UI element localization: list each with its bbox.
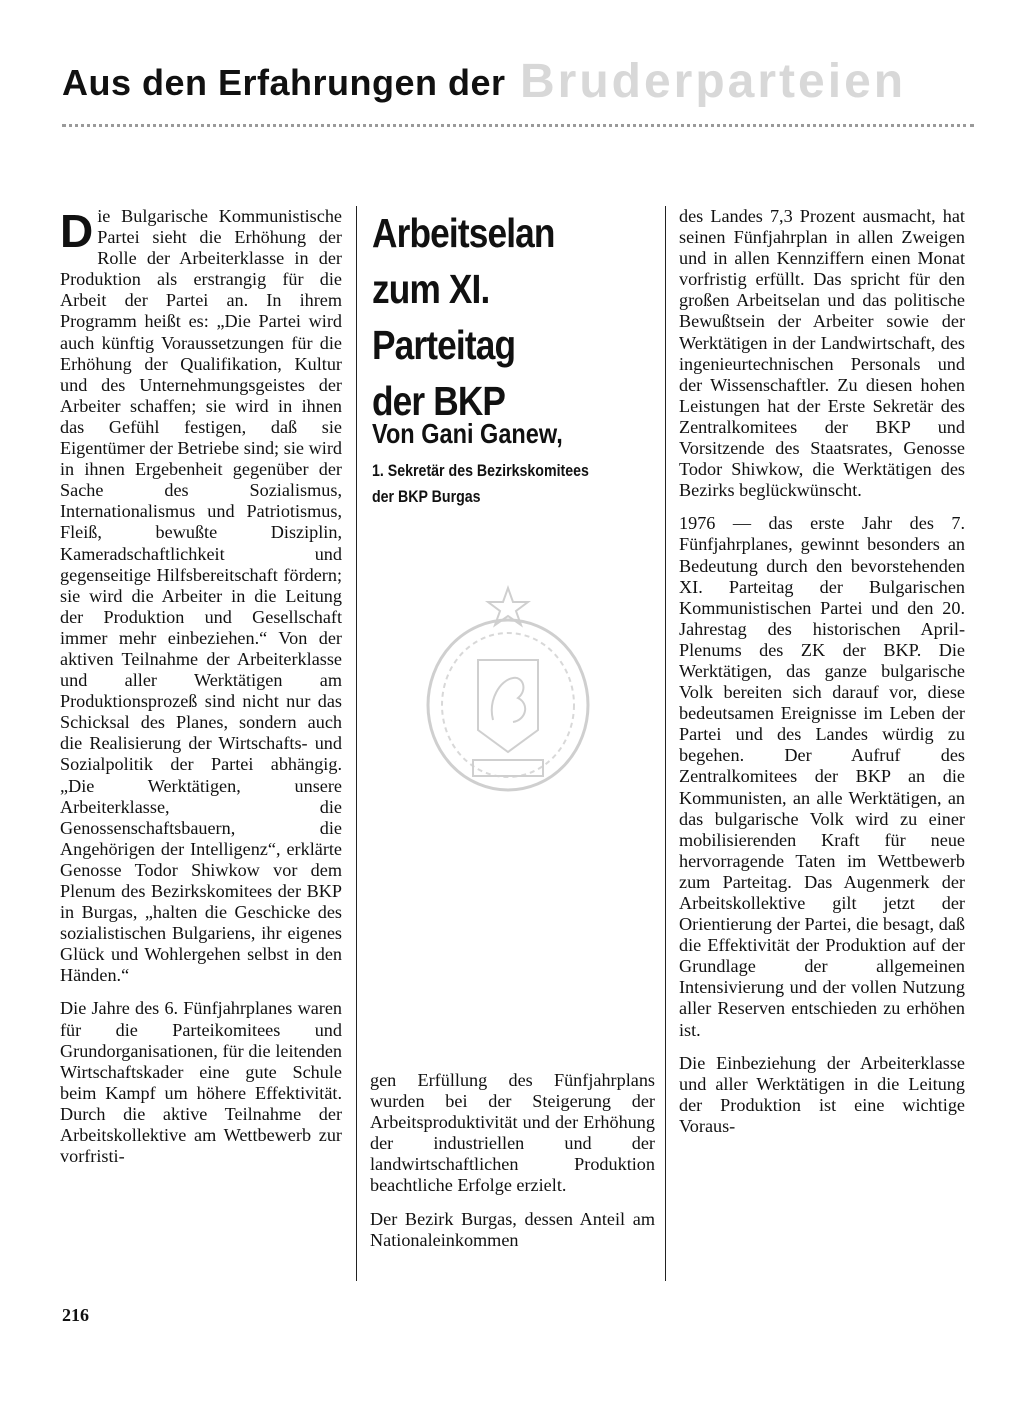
- author-role: [372, 458, 589, 510]
- title-line: Arbeitselan: [372, 210, 555, 256]
- article-title: [372, 205, 621, 429]
- section-title: Aus den Erfahrungen der: [62, 62, 506, 103]
- column-2: [370, 1070, 655, 1263]
- column-3: [679, 206, 965, 1149]
- header-divider: [62, 124, 974, 127]
- author-role-line: 1. Sekretär des Bezirkskomitees: [372, 462, 589, 480]
- section-title-faded: Bruderparteien: [520, 55, 907, 108]
- title-line: der BKP: [372, 378, 506, 424]
- col2-paragraph-1: gen Erfüllung des Fünfjahrplans wurden bei der Steigerung der Arbeitsproduktivität und der Erhöhung der industriellen und der landwirtschaftlichen Produktion beachtliche Erfolge erzielt.: [370, 1070, 655, 1196]
- article-author: Von Gani Ganew,: [372, 418, 563, 449]
- col1-paragraph-2: Die Jahre des 6. Fünfjahrplanes waren für die Parteikomitees und Grundorganisationen, für die leitenden Wirtschaftskader eine gute Schule beim Kampf um höhere Effektivität. Durch die aktive Teilnahme der Arbeitskollektive am Wettbewerb zur vorfristi-: [60, 998, 342, 1167]
- col3-paragraph-2: 1976 — das erste Jahr des 7. Fünfjahrplanes, gewinnt besonders an Bedeutung durch den bevorstehenden XI. Parteitag der Bulgarischen Kommunistischen Partei und den 20. Jahrestag des historischen April-Plenums des ZK der BKP. Die Werktätigen, das ganze bulgarische Volk bereiten sich darauf vor, diese bedeutsamen Ereignisse im Leben der Partei und des Landes würdig zu begehen. Der Aufruf des Zentralkomitees der BKP an die Kommunisten, an alle Werktätigen, an das bulgarische Volk wird zu einer mobilisierenden Kraft für neue hervorragende Taten im Wettbewerb zum Parteitag. Das Augenmerk der Arbeitskollektive gilt jetzt der Orientierung der Partei, die besagt, daß die Effektivität der Produktion auf der Grundlage der allgemeinen Intensivierung und der vollen Nutzung aller Reserven entschieden zu erhöhen ist.: [679, 513, 965, 1040]
- column-divider-1: [356, 206, 357, 1281]
- col3-paragraph-1: des Landes 7,3 Prozent ausmacht, hat seinen Fünfjahrplan in allen Zweigen und in allen Kennziffern einen Monat vorfristig erfüllt. Das spricht für den großen Arbeitselan und das politische Bewußtsein der Arbeiter sowie der Werktätigen in der Landwirtschaft, des ingenieurtechnischen Personals und der Wissenschaftler. Zu diesen hohen Leistungen hat der Erste Sekretär des Zentralkomitees der BKP und Vorsitzende des Staatsrates, Genosse Todor Shiwkow, die Werktätigen des Bezirks beglückwünscht.: [679, 206, 965, 501]
- column-1: [60, 206, 342, 1179]
- col1-paragraph-1: [60, 206, 342, 986]
- col3-paragraph-3: Die Einbeziehung der Arbeiterklasse und aller Werktätigen in die Leitung der Produktion ist eine wichtige Voraus-: [679, 1052, 965, 1136]
- title-line: zum XI. Parteitag: [372, 266, 516, 368]
- col1-paragraph-1-text: ie Bulgarische Kommunistische Partei sieht die Erhöhung der Rolle der Arbeiterklasse in der Produktion als erstrangig für die Arbeit der Partei an. In ihrem Programm heißt es: „Die Partei wird auch künftig Voraussetzungen für die Erhöhung der Qualifikation, Kultur und des Unternehmungsgeistes der Arbeiter schaffen; sie wird in ihnen das Gefühl festigen, daß sie Eigentümer der Betriebe sind; sie wird in ihnen Ergebenheit gegenüber der Sache des Sozialismus, Internationalismus und Patriotismus, Fleiß, bewußte Disziplin, Kameradschaftlichkeit und gegenseitige Hilfsbereitschaft fördern; sie wird die Arbeiter in die Leitung der Produktion und Gesellschaft immer mehr einbeziehen.“ Von der aktiven Teilnahme der Arbeiterklasse und aller Werktätigen am Produktionsprozeß sind nicht nur das Schicksal des Planes, sondern auch die Realisierung der Wirtschafts- und Sozialpolitik der Partei abhängig. „Die Werktätigen, unsere Arbeiterklasse, die Genossenschaftsbauern, die Angehörigen der Intelligenz“, erklärte Genosse Todor Shiwkow vor dem Plenum des Bezirkskomitees der BKP in Burgas, „halten die Geschicke des sozialistischen Bulgariens, ihr eigenes Glück und Wohlergehen selbst in den Händen.“: [60, 206, 342, 986]
- author-role-line: der BKP Burgas: [372, 488, 481, 506]
- column-divider-2: [665, 206, 666, 1281]
- emblem-icon: [418, 580, 598, 800]
- page-number: 216: [62, 1305, 89, 1325]
- drop-cap: D: [60, 205, 94, 257]
- col2-paragraph-2: Der Bezirk Burgas, dessen Anteil am Nationaleinkommen: [370, 1208, 655, 1250]
- section-header: [62, 55, 972, 132]
